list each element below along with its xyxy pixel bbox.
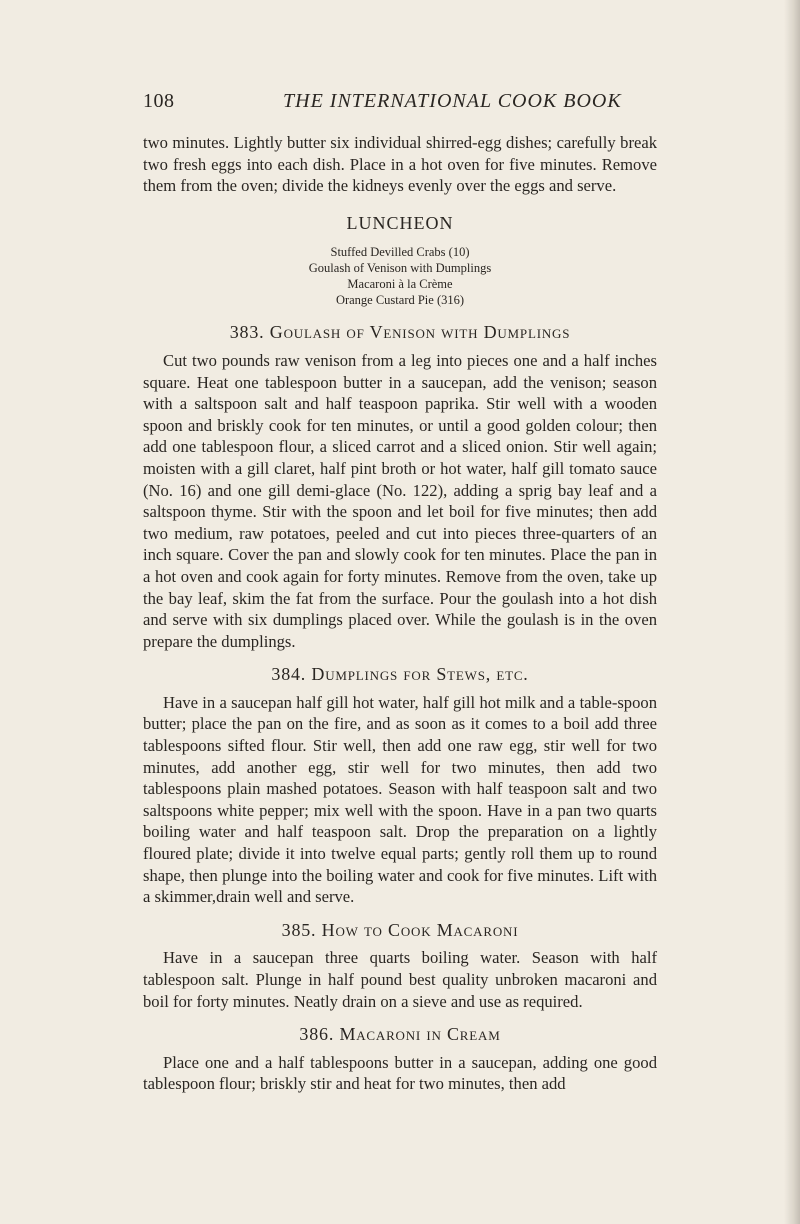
running-title: THE INTERNATIONAL COOK BOOK <box>283 90 622 112</box>
menu-item: Goulash of Venison with Dumplings <box>308 261 492 276</box>
recipe-body: Cut two pounds raw venison from a leg into pieces one and a half inches square. Heat one tablespoon butter in a saucepan, add the venison; season with a saltspoon salt and half teaspoon paprika. Stir well with a wooden spoon and briskly cook for ten minutes, or until a good golden colour; then add one tablespoon flour, a sliced carrot and a sliced onion. Stir well again; moisten with a gill claret, half pint broth or hot water, half gill tomato sauce (No. 16) and one gill demi-glace (No. 122), adding a sprig bay leaf and a saltspoon thyme. Stir with the spoon and let boil for five minutes; then add two medium, raw potatoes, peeled and cut into pieces three-quarters of an inch square. Cover the pan and slowly cook for ten minutes. Place the pan in a hot oven and cook again for forty minutes. Remove from the oven, take up the bay leaf, skim the fat from the surface. Pour the goulash into a hot dish and serve with six dumplings placed over. While the goulash is in the oven prepare the dumplings. <box>143 350 657 651</box>
recipe-body: Have in a saucepan three quarts boiling water. Season with half tablespoon salt. Plunge in half pound best quality unbroken macaroni and boil for forty minutes. Neatly drain on a sieve and use as required. <box>143 948 657 1011</box>
recipe-name: Dumplings for Stews, etc. <box>311 664 529 685</box>
menu-item: Stuffed Devilled Crabs (10) <box>330 245 470 260</box>
recipe-name: Goulash of Venison with Dumplings <box>269 322 571 343</box>
menu-item: Macaroni à la Crème <box>347 277 453 292</box>
recipe-body: Have in a saucepan half gill hot water, half gill hot milk and a table-spoon butter; place the pan on the fire, and as soon as it comes to a boil add three tablespoons sifted flour. Stir well, then add one raw egg, stir well for two minutes, add another egg, stir well for two minutes, then add two tablespoons plain mashed potatoes. Season with half teaspoon salt and two saltspoons white pepper; mix well with the spoon. Have in a pan two quarts boiling water and half teaspoon salt. Drop the preparation on a lightly floured plate; divide it into twelve equal parts; gently roll them up to round shape, then plunge into the boiling water and cook for five minutes. Lift with a skimmer,drain well and serve. <box>143 692 657 907</box>
recipe-name: How to Cook Macaroni <box>321 919 519 940</box>
recipe-title <box>143 920 657 942</box>
recipe-body: Place one and a half tablespoons butter in a saucepan, adding one good tablespoon flour; briskly stir and heat for two minutes, then add <box>143 1052 657 1094</box>
recipe-title <box>143 664 657 686</box>
recipe-title <box>143 1024 657 1046</box>
luncheon-menu <box>143 244 657 308</box>
luncheon-heading: LUNCHEON <box>346 212 454 233</box>
recipe-name: Macaroni in Cream <box>339 1024 501 1045</box>
recipe-title <box>143 322 657 344</box>
recipe-number: 385. <box>281 919 317 940</box>
menu-item: Orange Custard Pie (316) <box>335 293 465 308</box>
intro-paragraph: two minutes. Lightly butter six individual shirred-egg dishes; carefully break two fresh eggs into each dish. Place in a hot oven for five minutes. Remove them from the oven; divide the kidneys evenly over the eggs and serve. <box>143 133 657 196</box>
page-body <box>143 132 657 1095</box>
page-edge-shadow <box>784 0 800 1224</box>
recipe-number: 384. <box>271 664 307 685</box>
recipe-number: 383. <box>229 322 265 343</box>
recipe-number: 386. <box>299 1024 335 1045</box>
page-number: 108 <box>143 90 175 112</box>
